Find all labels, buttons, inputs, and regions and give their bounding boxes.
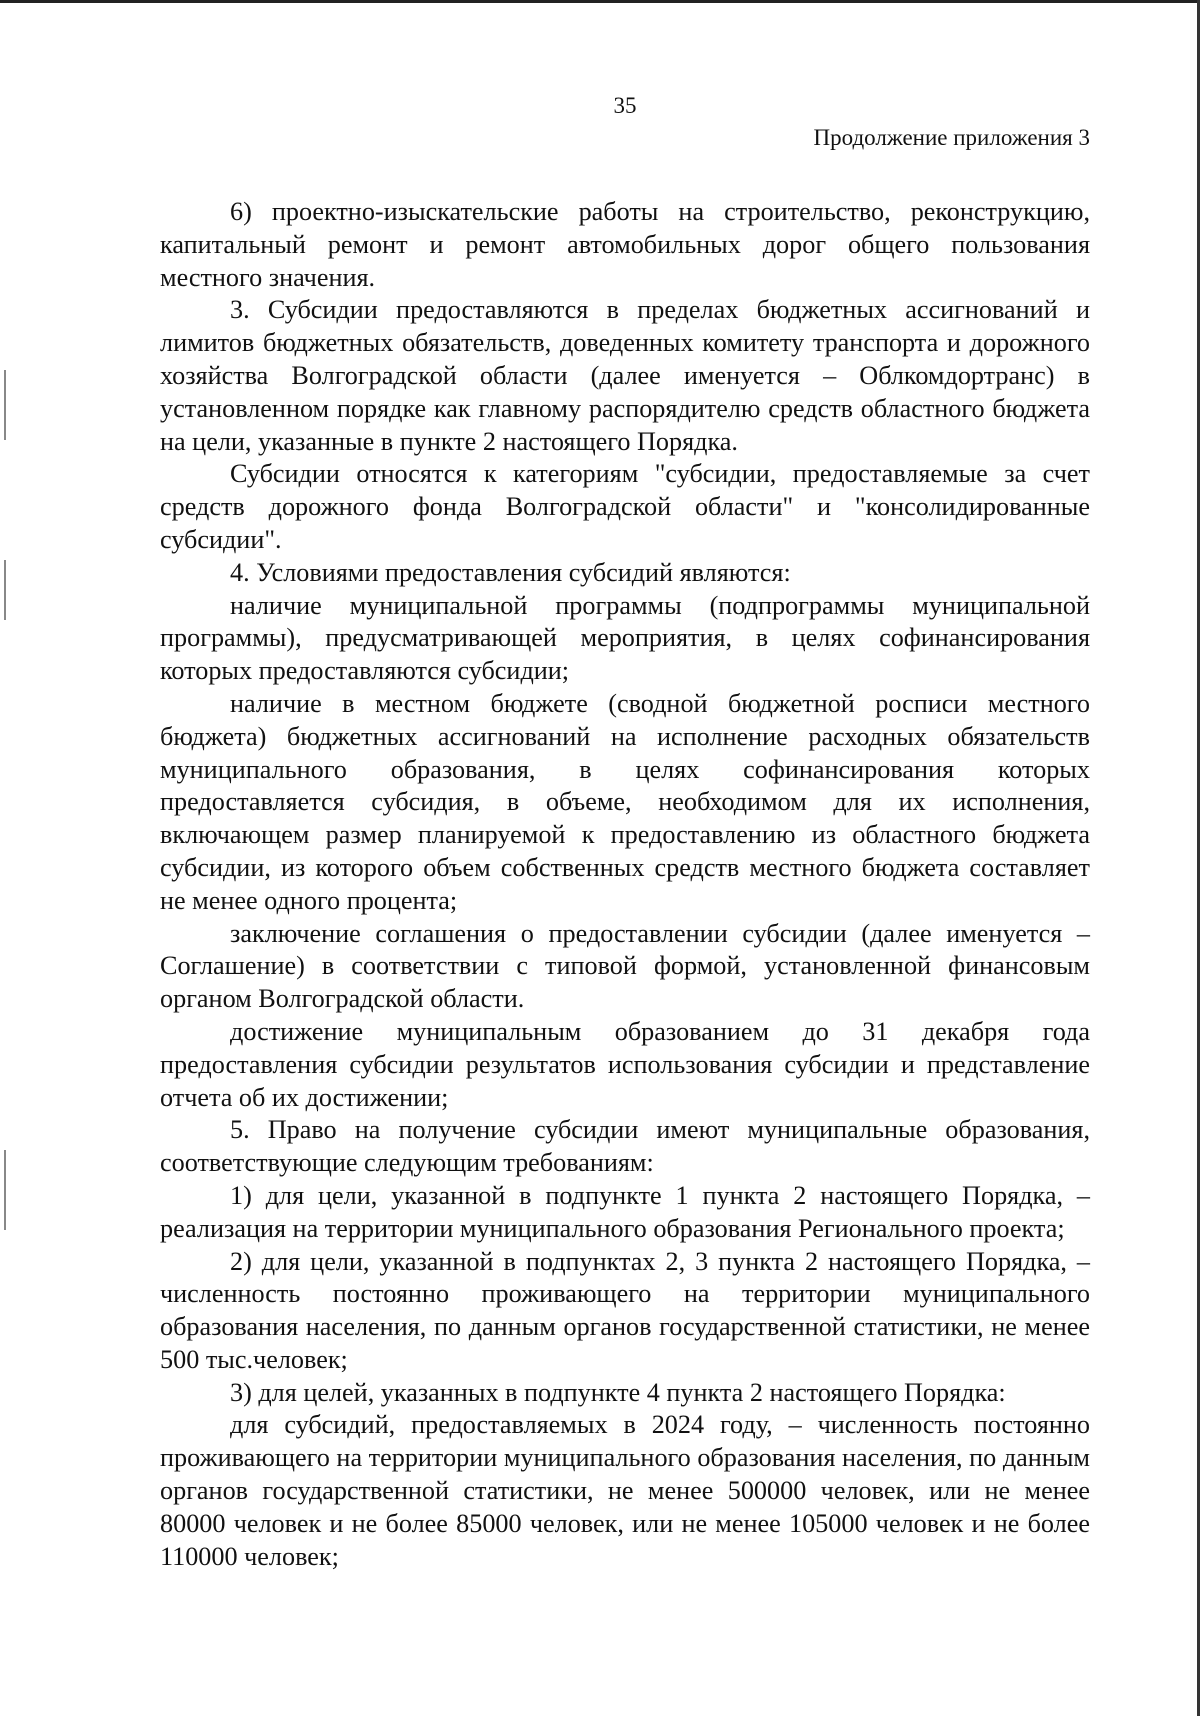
paragraph-condition-agreement: заключение соглашения о предоставлении субсидии (далее именуется – Соглашение) в соответствии с типовой формой, установленной финансовым органом Волгоградской области. bbox=[160, 918, 1090, 1014]
scan-mark-left bbox=[4, 370, 6, 440]
scan-mark-left bbox=[4, 560, 6, 620]
scan-mark-left bbox=[4, 1150, 6, 1230]
page-number: 35 bbox=[613, 93, 637, 118]
paragraph-requirement-1: 1) для цели, указанной в подпункте 1 пункта 2 настоящего Порядка, – реализация на территории муниципального образования Регионального проекта; bbox=[160, 1180, 1090, 1243]
paragraph-section-5: 5. Право на получение субсидии имеют муниципальные образования, соответствующие следующим требованиям: bbox=[160, 1115, 1090, 1178]
paragraph-subsidy-categories: Субсидии относятся к категориям "субсидии, предоставляемые за счет средств дорожного фонда Волгоградской области" и "консолидированные субсидии". bbox=[160, 459, 1090, 554]
paragraph-condition-budget: наличие в местном бюджете (сводной бюджетной росписи местного бюджета) бюджетных ассигнований на исполнение расходных обязательств муниципального образования, в целях софинансирования которых предоставляется субсидия, в объеме, необходимом для их исполнения, включающем размер планируемой к предоставлению из областного бюджета субсидии, из которого объем собственных средств местного бюджета составляет не менее одного процента; bbox=[160, 688, 1090, 915]
paragraph-condition-results: достижение муниципальным образованием до 31 декабря года предоставления субсидии результатов использования субсидии и представление отчета об их достижении; bbox=[160, 1016, 1090, 1112]
paragraph-requirement-3: 3) для целей, указанных в подпункте 4 пункта 2 настоящего Порядка: bbox=[230, 1377, 1006, 1407]
appendix-note: Продолжение приложения 3 bbox=[813, 125, 1090, 150]
paragraph-condition-program: наличие муниципальной программы (подпрограммы муниципальной программы), предусматривающей мероприятия, в целях софинансирования которых предоставляются субсидии; bbox=[160, 590, 1090, 686]
paragraph-item-6: 6) проектно-изыскательские работы на строительство, реконструкцию, капитальный ремонт и ремонт автомобильных дорог общего пользования местного значения. bbox=[160, 197, 1090, 292]
paragraph-section-4: 4. Условиями предоставления субсидий являются: bbox=[230, 557, 791, 587]
paragraph-section-3: 3. Субсидии предоставляются в пределах бюджетных ассигнований и лимитов бюджетных обязательств, доведенных комитету транспорта и дорожного хозяйства Волгоградской области (далее именуется – Облкомдортранс) в установленном порядке как главному распорядителю средств областного бюджета на цели, указанные в пункте 2 настоящего Порядка. bbox=[160, 295, 1090, 456]
scan-edge-top bbox=[0, 0, 1200, 3]
document-page bbox=[160, 90, 1090, 1573]
paragraph-requirement-3-2024: для субсидий, предоставляемых в 2024 году, – численность постоянно проживающего на территории муниципального образования населения, по данным органов государственной статистики, не менее 500000 человек, или не менее 80000 человек и не более 85000 человек, или не менее 105000 человек и не более 110000 человек; bbox=[160, 1410, 1090, 1571]
paragraph-requirement-2: 2) для цели, указанной в подпунктах 2, 3 пункта 2 настоящего Порядка, – численность постоянно проживающего на территории муниципального образования населения, по данным органов государственной статистики, не менее 500 тыс.человек; bbox=[160, 1246, 1090, 1374]
